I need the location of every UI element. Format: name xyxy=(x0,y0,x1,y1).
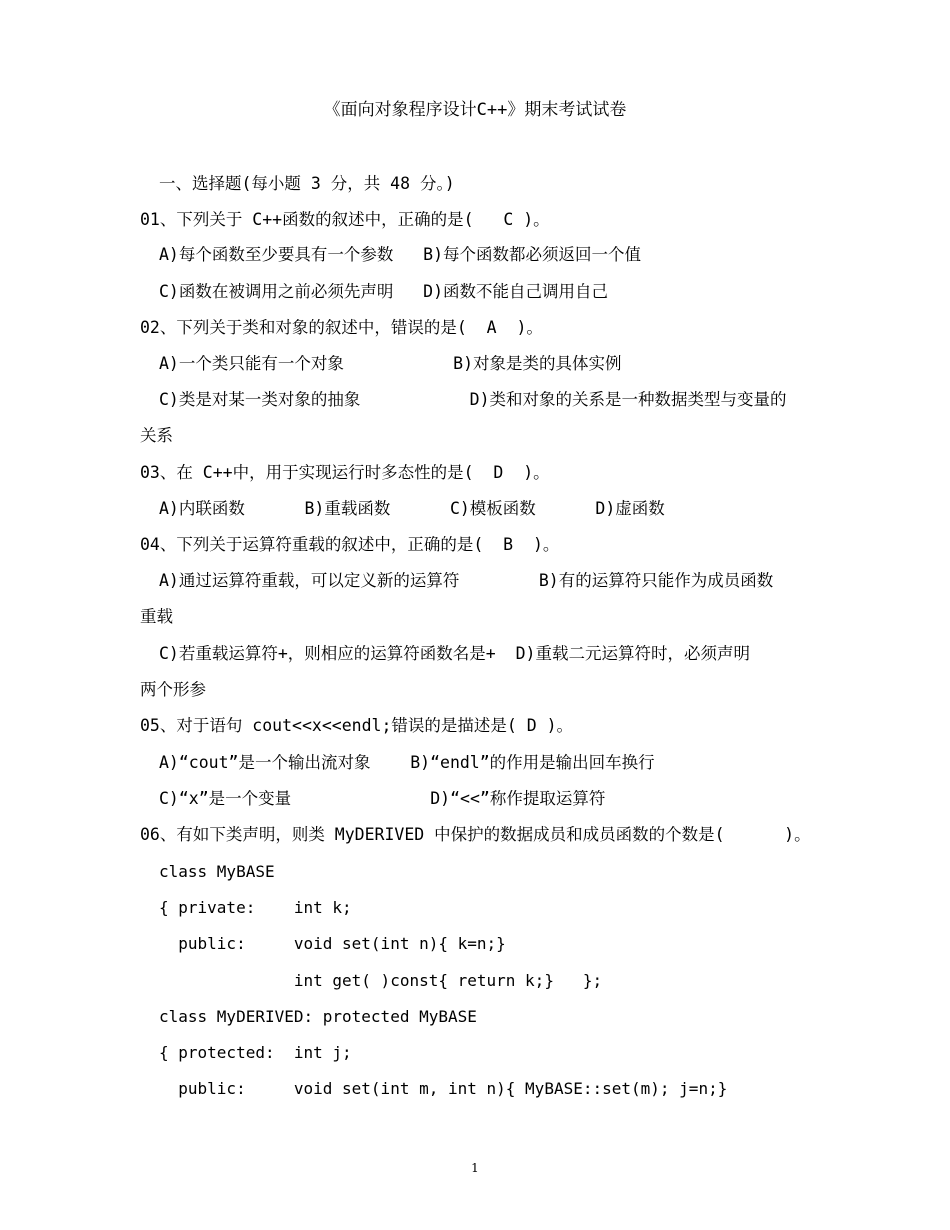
code-line: public: void set(int n){ k=n;} xyxy=(159,934,506,953)
question-01: 01、下列关于 C++函数的叙述中，正确的是( C )。 xyxy=(140,210,550,229)
code-line: { private: int k; xyxy=(159,898,352,917)
question-05-options-ab: A)“cout”是一个输出流对象 B)“endl”的作用是输出回车换行 xyxy=(159,753,655,772)
question-04-options-cd-wrap: 两个形参 xyxy=(140,680,206,699)
question-06: 06、有如下类声明，则类 MyDERIVED 中保护的数据成员和成员函数的个数是( )。 xyxy=(140,825,811,844)
section-heading: 一、选择题(每小题 3 分，共 48 分。) xyxy=(159,174,455,193)
question-04-options-ab-wrap: 重载 xyxy=(140,607,173,626)
question-05-options-cd: C)“x”是一个变量 D)“<<”称作提取运算符 xyxy=(159,789,606,808)
question-04-options-cd: C)若重载运算符+，则相应的运算符函数名是+ D)重载二元运算符时，必须声明 xyxy=(159,644,750,663)
page-number: 1 xyxy=(471,1161,479,1175)
code-line: class MyBASE xyxy=(159,862,275,881)
question-02-options-cd: C)类是对某一类对象的抽象 D)类和对象的关系是一种数据类型与变量的 xyxy=(159,390,787,409)
page-title: 《面向对象程序设计C++》期末考试试卷 xyxy=(323,100,627,120)
question-03-options: A)内联函数 B)重载函数 C)模板函数 D)虚函数 xyxy=(159,499,665,518)
code-line: class MyDERIVED: protected MyBASE xyxy=(159,1007,477,1026)
question-01-options-cd: C)函数在被调用之前必须先声明 D)函数不能自己调用自己 xyxy=(159,282,609,301)
code-line: { protected: int j; xyxy=(159,1043,352,1062)
question-01-options-ab: A)每个函数至少要具有一个参数 B)每个函数都必须返回一个值 xyxy=(159,245,642,264)
question-03: 03、在 C++中，用于实现运行时多态性的是( D )。 xyxy=(140,463,550,482)
question-04-options-ab: A)通过运算符重载，可以定义新的运算符 B)有的运算符只能作为成员函数 xyxy=(159,571,774,590)
question-02: 02、下列关于类和对象的叙述中，错误的是( A )。 xyxy=(140,318,543,337)
code-line: int get( )const{ return k;} }; xyxy=(159,971,603,990)
question-05: 05、对于语句 cout<<x<<endl;错误的是描述是( D )。 xyxy=(140,716,574,735)
question-02-options-cd-wrap: 关系 xyxy=(140,426,173,445)
question-02-options-ab: A)一个类只能有一个对象 B)对象是类的具体实例 xyxy=(159,354,622,373)
code-line: public: void set(int m, int n){ MyBASE::set(m); j=n;} xyxy=(159,1079,728,1098)
question-04: 04、下列关于运算符重载的叙述中，正确的是( B )。 xyxy=(140,535,560,554)
